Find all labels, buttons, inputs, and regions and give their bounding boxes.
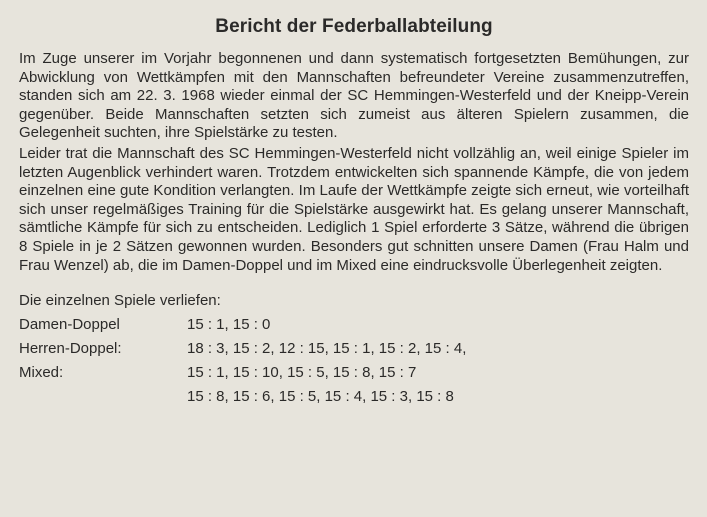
result-scores: 15 : 1, 15 : 10, 15 : 5, 15 : 8, 15 : 7: [187, 364, 417, 382]
result-scores: 15 : 8, 15 : 6, 15 : 5, 15 : 4, 15 : 3, 15 : 8: [187, 388, 454, 406]
paragraph-2: Leider trat die Mannschaft des SC Hemmingen-Westerfeld nicht vollzählig an, weil einige Spieler im letzten Augenblick verhindert waren. Trotzdem entwickelten sich spannende Kämpfe, die von jedem einzelnen eine gute Kondition verlangten. Im Laufe der Wettkämpfe zeigte sich erneut, wie vorteilhaft sich unser regelmäßiges Training für die Spielstärke ausgewirkt hat. Es gelang unserer Mannschaft, sämtliche Kämpfe für sich zu entscheiden. Lediglich 1 Spiel erforderte 3 Sätze, während die übrigen 8 Spiele in je 2 Sätzen gewonnen wurden. Besonders gut schnitten unsere Damen (Frau Halm und Frau Wenzel) ab, die im Damen-Doppel und im Mixed eine eindrucksvolle Überlegenheit zeigten.: [19, 144, 689, 274]
result-scores: 18 : 3, 15 : 2, 12 : 15, 15 : 1, 15 : 2, 15 : 4,: [187, 340, 467, 358]
result-row-mixed: [19, 364, 689, 388]
result-scores: 15 : 1, 15 : 0: [187, 316, 271, 334]
paragraph-1: Im Zuge unserer im Vorjahr begonnenen und dann systematisch fortgesetzten Bemühungen, zur Abwicklung von Wettkämpfen mit den Mannschaften befreundeter Vereine zusammenzutreffen, standen sich am 22. 3. 1968 wieder einmal der SC Hemmingen-Westerfeld und der Kneipp-Verein gegenüber. Beide Mannschaften setzten sich zumeist aus älteren Spielern zusammen, die Gelegenheit suchten, ihre Spielstärke zu testen.: [19, 50, 689, 142]
result-row-herren-doppel: [19, 340, 689, 364]
result-category: Mixed:: [19, 364, 64, 382]
result-row-continuation: [19, 388, 689, 412]
result-row-damen-doppel: [19, 316, 689, 340]
document-title: Bericht der Federballabteilung: [215, 16, 493, 37]
result-category: Damen-Doppel: [19, 316, 120, 334]
results-intro: Die einzelnen Spiele verliefen:: [19, 292, 221, 310]
results-list: [19, 316, 689, 412]
result-category: Herren-Doppel:: [19, 340, 122, 358]
